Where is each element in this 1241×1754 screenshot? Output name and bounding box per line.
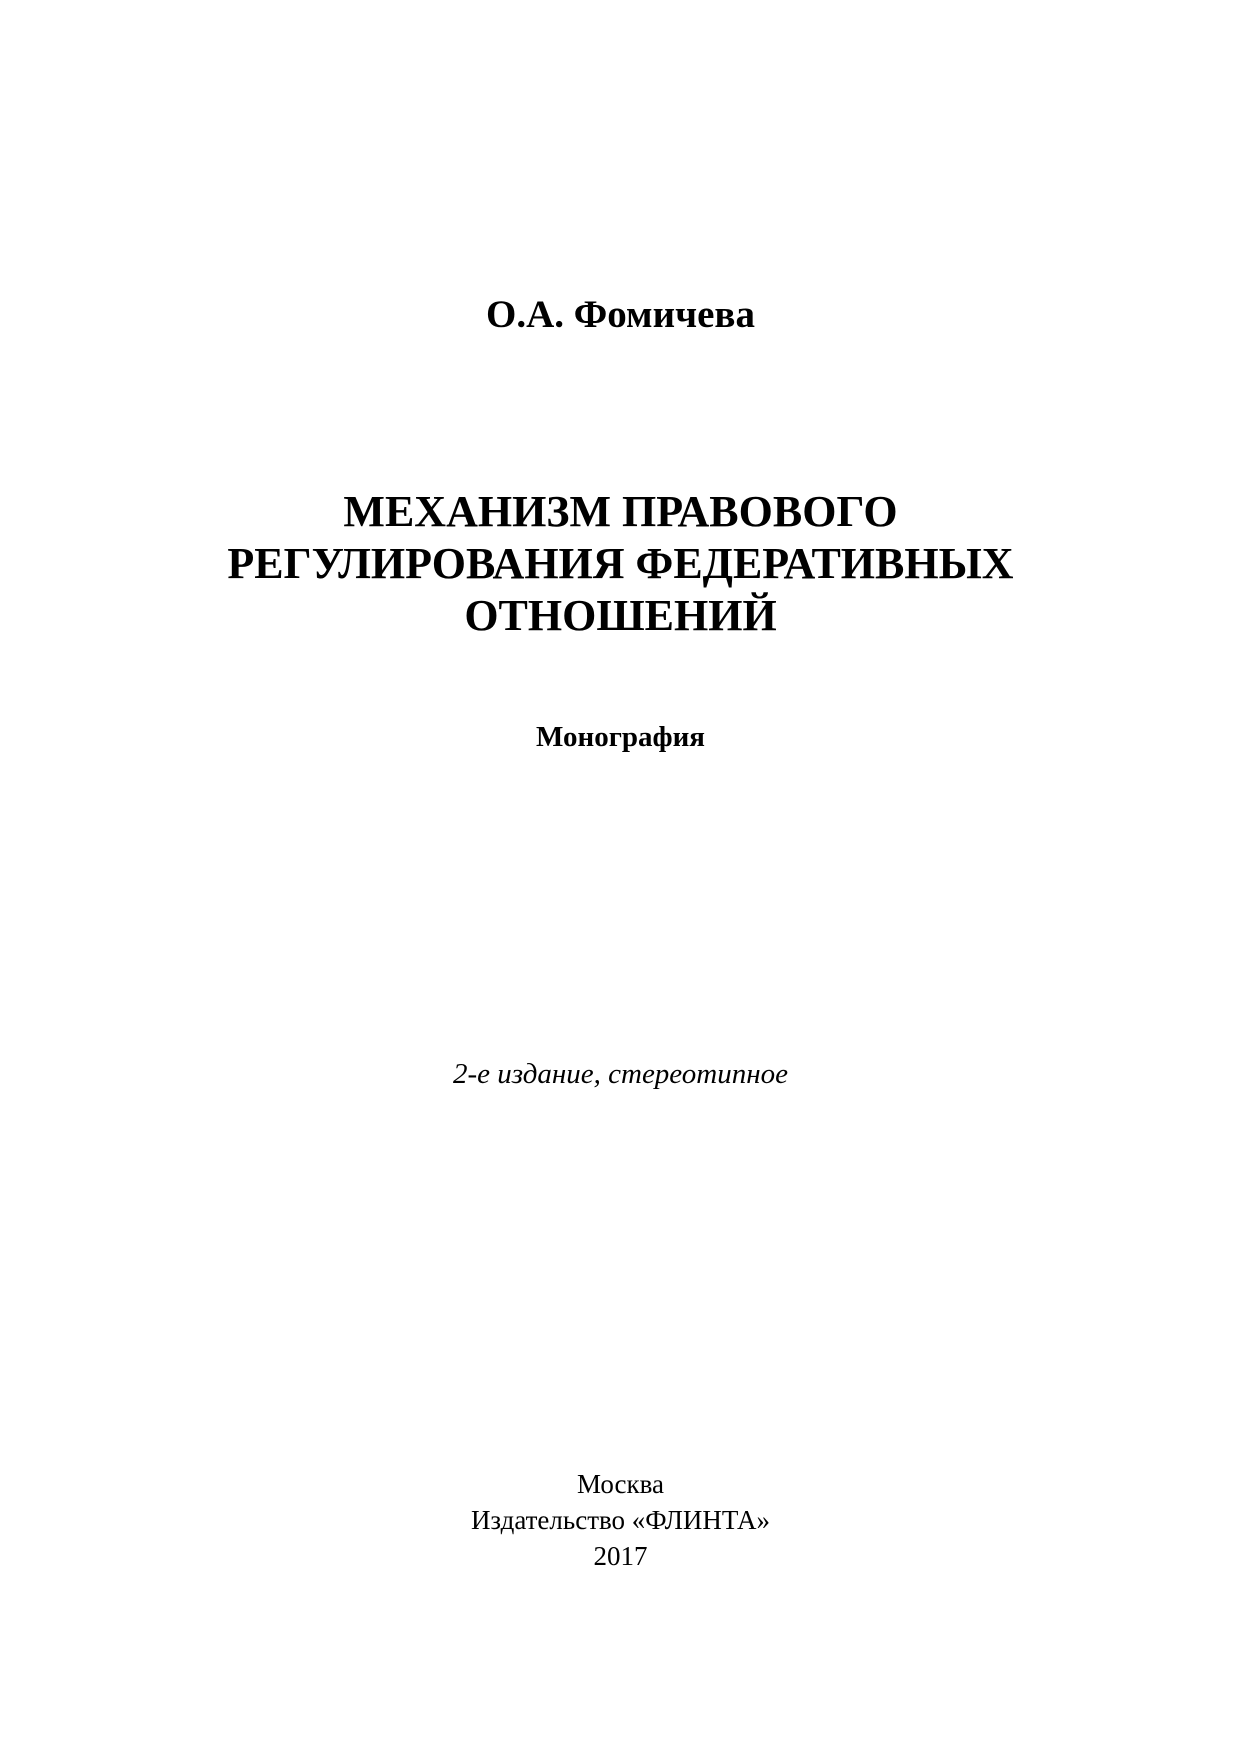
book-title — [0, 486, 1241, 642]
imprint — [0, 1466, 1241, 1574]
imprint-publisher: Издательство «ФЛИНТА» — [470, 1505, 771, 1535]
genre-label: Монография — [536, 721, 705, 753]
title-line: МЕХАНИЗМ ПРАВОВОГО — [343, 487, 898, 536]
title-line: РЕГУЛИРОВАНИЯ ФЕДЕРАТИВНЫХ — [227, 539, 1014, 588]
imprint-city: Москва — [577, 1469, 664, 1499]
title-line: ОТНОШЕНИЙ — [464, 591, 777, 640]
imprint-year: 2017 — [593, 1541, 648, 1571]
edition-note: 2-е издание, стереотипное — [452, 1058, 788, 1090]
author-name: О.А. Фомичева — [486, 293, 755, 336]
